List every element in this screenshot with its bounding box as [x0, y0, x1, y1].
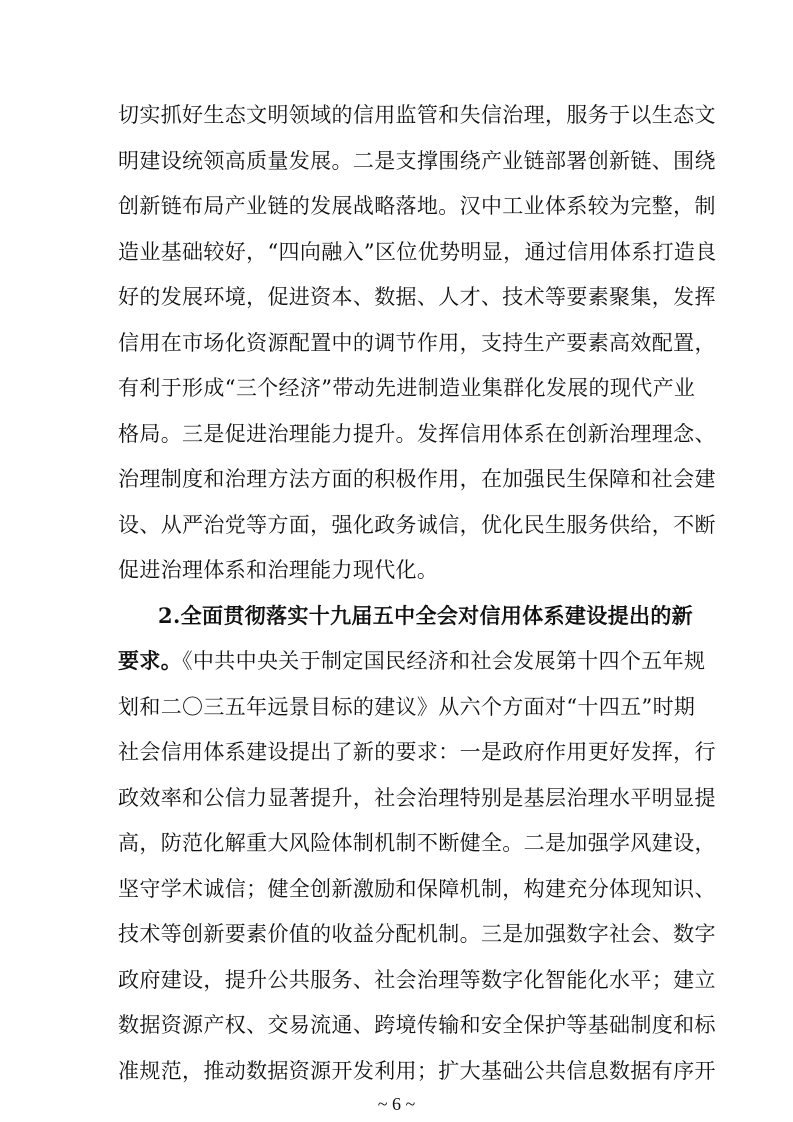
paragraph-line: 明建设统领高质量发展。二是支撑围绕产业链部署创新链、围绕: [118, 149, 716, 173]
page-number: ~ 6 ~: [377, 1094, 416, 1114]
paragraph-line: 坚守学术诚信；健全创新激励和保障机制，构建充分体现知识、: [118, 877, 716, 901]
paragraph-line: 切实抓好生态文明领域的信用监管和失信治理，服务于以生态文: [118, 103, 716, 127]
paragraph-line: 准规范，推动数据资源开发利用；扩大基础公共信息数据有序开: [118, 1059, 716, 1083]
paragraph-text: 《中共中央关于制定国民经济和社会发展第十四个五年规: [182, 649, 706, 673]
paragraph-line: 有利于形成“三个经济”带动先进制造业集群化发展的现代产业: [118, 376, 696, 400]
paragraph-line: 政府建设，提升公共服务、社会治理等数字化智能化水平；建立: [118, 968, 716, 992]
paragraph-line: 技术等创新要素价值的收益分配机制。三是加强数字社会、数字: [118, 922, 716, 946]
paragraph-line: 社会信用体系建设提出了新的要求：一是政府作用更好发挥，行: [118, 740, 716, 764]
paragraph-line: 治理制度和治理方法方面的积极作用，在加强民生保障和社会建: [118, 467, 716, 491]
section-heading: 2.全面贯彻落实十九届五中全会对信用体系建设提出的新: [158, 603, 694, 628]
paragraph-line: 数据资源产权、交易流通、跨境传输和安全保护等基础制度和标: [118, 1013, 716, 1037]
paragraph-line: 好的发展环境，促进资本、数据、人才、技术等要素聚集，发挥: [118, 285, 716, 309]
paragraph-line: 政效率和公信力显著提升，社会治理特别是基层治理水平明显提: [118, 786, 716, 810]
paragraph-line: 创新链布局产业链的发展战略落地。汉中工业体系较为完整，制: [118, 194, 716, 218]
paragraph-line: 设、从严治党等方面，强化政务诚信，优化民生服务供给，不断: [118, 513, 716, 537]
paragraph-line: [118, 646, 706, 676]
paragraph-line: 促进治理体系和治理能力现代化。: [118, 558, 439, 582]
paragraph-line: 划和二〇三五年远景目标的建议》从六个方面对“十四五”时期: [118, 695, 696, 719]
paragraph-line: 造业基础较好，“四向融入”区位优势明显，通过信用体系打造良: [118, 240, 717, 264]
paragraph-line: 格局。三是促进治理能力提升。发挥信用体系在创新治理理念、: [118, 422, 716, 446]
section-heading-continuation: 要求。: [118, 648, 183, 673]
paragraph-line: 信用在市场化资源配置中的调节作用，支持生产要素高效配置，: [118, 331, 716, 355]
paragraph-line: 高，防范化解重大风险体制机制不断健全。二是加强学风建设，: [118, 831, 716, 855]
